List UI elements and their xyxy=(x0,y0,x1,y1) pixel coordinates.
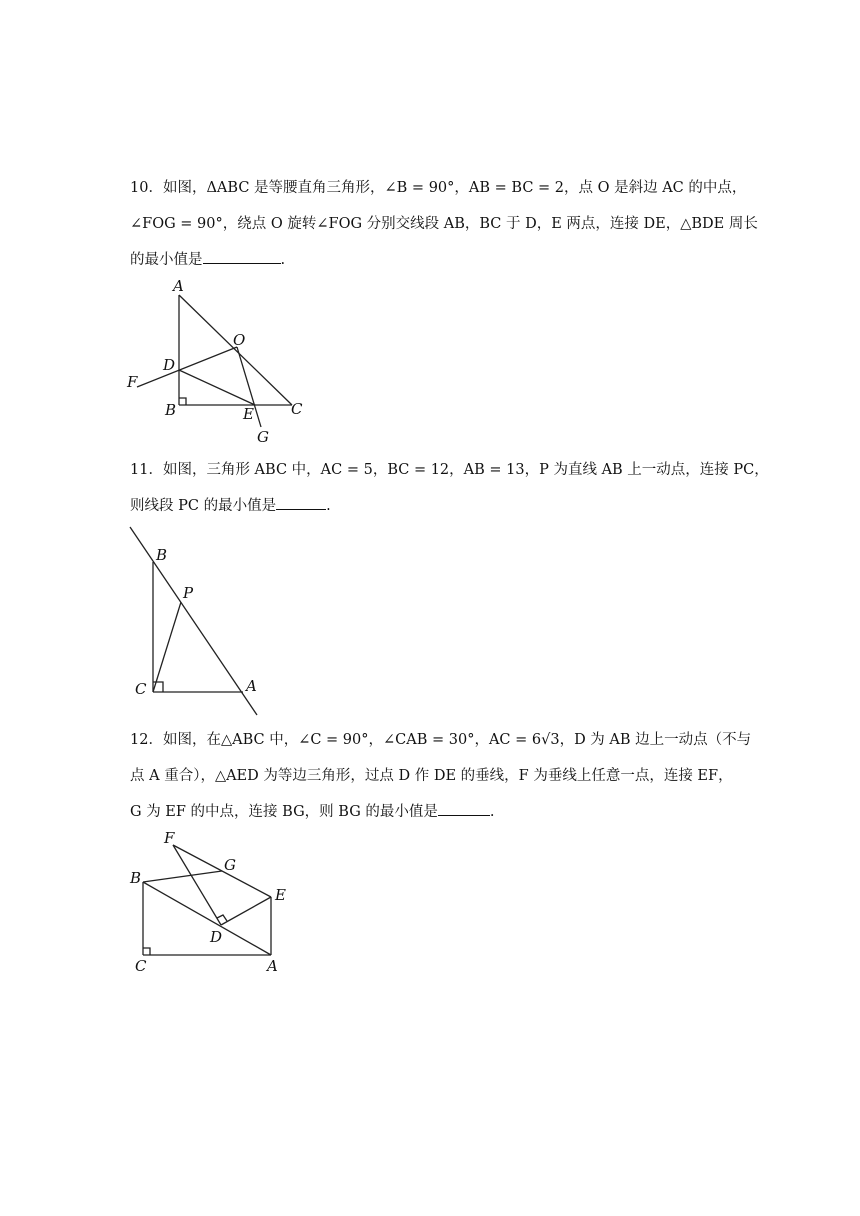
line-ab xyxy=(130,527,257,715)
label-p: P xyxy=(183,584,194,602)
label-b: B xyxy=(130,869,142,887)
label-a: A xyxy=(267,957,278,975)
question-10-line-3-text: 的最小值是 xyxy=(130,252,203,268)
segment-ac xyxy=(179,295,292,405)
label-c: C xyxy=(135,680,147,698)
label-g: G xyxy=(257,428,269,446)
answer-blank[interactable] xyxy=(276,495,326,510)
segment-de xyxy=(221,897,271,925)
label-c: C xyxy=(291,400,303,418)
right-angle-mark-b xyxy=(179,398,186,405)
question-12 xyxy=(130,722,752,830)
figure-12 xyxy=(125,825,325,985)
figure-11 xyxy=(125,522,325,722)
label-g: G xyxy=(224,856,236,874)
figure-10 xyxy=(125,275,325,445)
label-a: A xyxy=(246,677,257,695)
label-f: F xyxy=(127,373,138,391)
question-11-line-2 xyxy=(130,488,735,524)
segment-de xyxy=(179,370,255,405)
label-b: B xyxy=(165,401,177,419)
question-11-end: . xyxy=(326,498,331,514)
question-10 xyxy=(130,170,758,278)
right-angle-mark-c xyxy=(143,948,150,955)
question-10-line-3 xyxy=(130,242,735,278)
question-12-line-1: 12．如图，在△ABC 中，∠C = 90°，∠CAB = 30°，AC = 6√3，D 为 AB 边上一动点（不与 xyxy=(130,732,752,748)
label-c: C xyxy=(135,957,147,975)
segment-ab xyxy=(143,882,271,955)
answer-blank[interactable] xyxy=(438,801,490,816)
question-10-line-2: ∠FOG = 90°，绕点 O 旋转∠FOG 分别交线段 AB，BC 于 D，E 两点，连接 DE，△BDE 周长 xyxy=(130,216,758,232)
segment-bg xyxy=(143,871,222,882)
question-11-line-1: 11．如图，三角形 ABC 中，AC = 5，BC = 12，AB = 13，P 为直线 AB 上一动点，连接 PC， xyxy=(130,462,769,478)
label-b: B xyxy=(156,546,168,564)
segment-fo xyxy=(137,347,237,387)
question-10-end: . xyxy=(280,252,286,268)
label-o: O xyxy=(233,331,246,349)
question-11 xyxy=(130,452,769,524)
label-a: A xyxy=(173,277,184,295)
question-12-end: . xyxy=(489,804,495,820)
question-12-line-3-text: G 为 EF 的中点，连接 BG，则 BG 的最小值是 xyxy=(130,804,438,820)
segment-pc xyxy=(153,602,181,692)
label-d: D xyxy=(163,356,176,374)
label-e: E xyxy=(275,886,286,904)
label-f: F xyxy=(164,829,175,847)
label-d: D xyxy=(210,928,223,946)
question-12-line-2: 点 A 重合），△AED 为等边三角形，过点 D 作 DE 的垂线，F 为垂线上任意一点，连接 EF， xyxy=(130,768,733,784)
question-10-line-1: 10．如图，ΔABC 是等腰直角三角形，∠B = 90°，AB = BC = 2，点 O 是斜边 AC 的中点， xyxy=(130,180,747,196)
question-11-line-2-text: 则线段 PC 的最小值是 xyxy=(130,498,277,514)
answer-blank[interactable] xyxy=(203,249,281,264)
label-e: E xyxy=(243,405,254,423)
